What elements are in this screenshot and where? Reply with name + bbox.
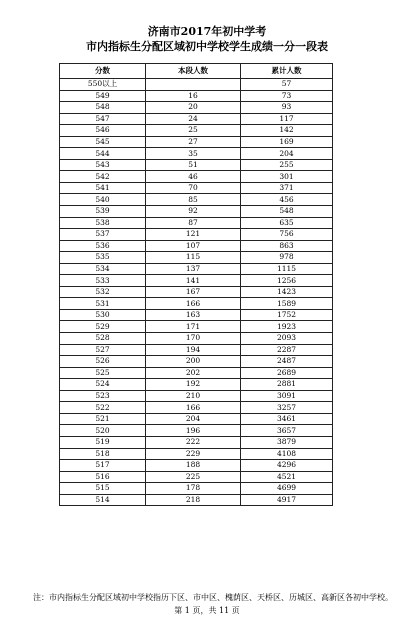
table-row xyxy=(60,136,333,148)
score-cell: 542 xyxy=(60,171,146,183)
score-cell: 521 xyxy=(60,413,146,425)
table-row xyxy=(60,425,333,437)
score-cell: 536 xyxy=(60,240,146,252)
cumulative-cell: 3257 xyxy=(241,402,333,414)
cumulative-cell: 73 xyxy=(241,90,333,102)
table-row xyxy=(60,344,333,356)
count-cell: 222 xyxy=(146,436,241,448)
count-cell: 16 xyxy=(146,90,241,102)
score-cell: 530 xyxy=(60,309,146,321)
count-cell: 115 xyxy=(146,252,241,264)
count-cell: 141 xyxy=(146,275,241,287)
column-header-score: 分数 xyxy=(60,64,146,79)
cumulative-cell: 2487 xyxy=(241,356,333,368)
count-cell: 87 xyxy=(146,217,241,229)
score-cell: 523 xyxy=(60,390,146,402)
score-cell: 515 xyxy=(60,483,146,495)
cumulative-cell: 4917 xyxy=(241,494,333,506)
table-row xyxy=(60,171,333,183)
cumulative-cell: 57 xyxy=(241,79,333,91)
table-row xyxy=(60,148,333,160)
cumulative-cell: 756 xyxy=(241,229,333,241)
table-row xyxy=(60,321,333,333)
cumulative-cell: 548 xyxy=(241,206,333,218)
table-row xyxy=(60,182,333,194)
table-row xyxy=(60,460,333,472)
score-cell: 517 xyxy=(60,460,146,472)
count-cell: 46 xyxy=(146,171,241,183)
cumulative-cell: 1923 xyxy=(241,321,333,333)
score-distribution-table xyxy=(59,63,333,506)
footnote: 注：市内指标生分配区域初中学校指历下区、市中区、槐荫区、天桥区、历城区、高新区各初中学校。 xyxy=(33,593,393,602)
table-row xyxy=(60,448,333,460)
count-cell: 202 xyxy=(146,367,241,379)
score-cell: 550以上 xyxy=(60,79,146,91)
cumulative-cell: 1589 xyxy=(241,298,333,310)
table-row xyxy=(60,217,333,229)
table-row xyxy=(60,356,333,368)
score-cell: 516 xyxy=(60,471,146,483)
count-cell: 218 xyxy=(146,494,241,506)
table-row xyxy=(60,275,333,287)
cumulative-cell: 1256 xyxy=(241,275,333,287)
score-cell: 545 xyxy=(60,136,146,148)
cumulative-cell: 4108 xyxy=(241,448,333,460)
score-cell: 519 xyxy=(60,436,146,448)
count-cell: 225 xyxy=(146,471,241,483)
score-cell: 520 xyxy=(60,425,146,437)
table-row xyxy=(60,90,333,102)
table-row xyxy=(60,494,333,506)
count-cell: 51 xyxy=(146,159,241,171)
score-cell: 541 xyxy=(60,182,146,194)
count-cell: 196 xyxy=(146,425,241,437)
score-cell: 533 xyxy=(60,275,146,287)
table-row xyxy=(60,309,333,321)
score-cell: 514 xyxy=(60,494,146,506)
document-title: 济南市2017年初中学考 xyxy=(147,25,267,38)
score-cell: 538 xyxy=(60,217,146,229)
table-row xyxy=(60,240,333,252)
cumulative-cell: 301 xyxy=(241,171,333,183)
count-cell: 163 xyxy=(146,309,241,321)
cumulative-cell: 3461 xyxy=(241,413,333,425)
table-row xyxy=(60,286,333,298)
score-cell: 518 xyxy=(60,448,146,460)
score-cell: 539 xyxy=(60,206,146,218)
count-cell: 24 xyxy=(146,113,241,125)
score-cell: 543 xyxy=(60,159,146,171)
count-cell: 204 xyxy=(146,413,241,425)
cumulative-cell: 635 xyxy=(241,217,333,229)
table-row xyxy=(60,252,333,264)
table-row xyxy=(60,159,333,171)
column-header-count: 本段人数 xyxy=(146,64,241,79)
count-cell: 188 xyxy=(146,460,241,472)
cumulative-cell: 2093 xyxy=(241,333,333,345)
cumulative-cell: 169 xyxy=(241,136,333,148)
count-cell: 137 xyxy=(146,263,241,275)
table-row xyxy=(60,390,333,402)
table-row xyxy=(60,436,333,448)
cumulative-cell: 4699 xyxy=(241,483,333,495)
count-cell xyxy=(146,79,241,91)
table-row xyxy=(60,229,333,241)
count-cell: 166 xyxy=(146,298,241,310)
score-cell: 548 xyxy=(60,102,146,114)
score-cell: 522 xyxy=(60,402,146,414)
cumulative-cell: 1115 xyxy=(241,263,333,275)
score-cell: 546 xyxy=(60,125,146,137)
document-subtitle: 市内指标生分配区域初中学校学生成绩一分一段表 xyxy=(86,40,328,53)
count-cell: 27 xyxy=(146,136,241,148)
score-cell: 529 xyxy=(60,321,146,333)
count-cell: 200 xyxy=(146,356,241,368)
cumulative-cell: 117 xyxy=(241,113,333,125)
count-cell: 121 xyxy=(146,229,241,241)
cumulative-cell: 4521 xyxy=(241,471,333,483)
score-cell: 544 xyxy=(60,148,146,160)
score-cell: 525 xyxy=(60,367,146,379)
table-row xyxy=(60,483,333,495)
count-cell: 178 xyxy=(146,483,241,495)
table-row xyxy=(60,298,333,310)
column-header-cumulative: 累计人数 xyxy=(241,64,333,79)
table-row xyxy=(60,206,333,218)
score-cell: 527 xyxy=(60,344,146,356)
cumulative-cell: 2287 xyxy=(241,344,333,356)
table-row xyxy=(60,471,333,483)
count-cell: 25 xyxy=(146,125,241,137)
cumulative-cell: 142 xyxy=(241,125,333,137)
page-number: 第 1 页，共 11 页 xyxy=(174,606,240,615)
score-cell: 534 xyxy=(60,263,146,275)
table-row xyxy=(60,402,333,414)
cumulative-cell: 93 xyxy=(241,102,333,114)
cumulative-cell: 2881 xyxy=(241,379,333,391)
cumulative-cell: 3091 xyxy=(241,390,333,402)
cumulative-cell: 371 xyxy=(241,182,333,194)
cumulative-cell: 456 xyxy=(241,194,333,206)
table-header-row xyxy=(60,64,333,79)
count-cell: 171 xyxy=(146,321,241,333)
cumulative-cell: 1423 xyxy=(241,286,333,298)
count-cell: 92 xyxy=(146,206,241,218)
count-cell: 107 xyxy=(146,240,241,252)
score-cell: 524 xyxy=(60,379,146,391)
count-cell: 70 xyxy=(146,182,241,194)
cumulative-cell: 4296 xyxy=(241,460,333,472)
score-cell: 547 xyxy=(60,113,146,125)
score-cell: 540 xyxy=(60,194,146,206)
count-cell: 166 xyxy=(146,402,241,414)
score-cell: 531 xyxy=(60,298,146,310)
table-row xyxy=(60,102,333,114)
score-cell: 526 xyxy=(60,356,146,368)
cumulative-cell: 3657 xyxy=(241,425,333,437)
cumulative-cell: 3879 xyxy=(241,436,333,448)
cumulative-cell: 2689 xyxy=(241,367,333,379)
table-row xyxy=(60,79,333,91)
cumulative-cell: 978 xyxy=(241,252,333,264)
table-row xyxy=(60,379,333,391)
count-cell: 192 xyxy=(146,379,241,391)
score-cell: 528 xyxy=(60,333,146,345)
count-cell: 85 xyxy=(146,194,241,206)
table-row xyxy=(60,413,333,425)
cumulative-cell: 1752 xyxy=(241,309,333,321)
cumulative-cell: 863 xyxy=(241,240,333,252)
table-row xyxy=(60,113,333,125)
score-cell: 535 xyxy=(60,252,146,264)
count-cell: 170 xyxy=(146,333,241,345)
table-row xyxy=(60,194,333,206)
cumulative-cell: 204 xyxy=(241,148,333,160)
score-cell: 532 xyxy=(60,286,146,298)
table-row xyxy=(60,263,333,275)
score-cell: 537 xyxy=(60,229,146,241)
table-row xyxy=(60,333,333,345)
count-cell: 35 xyxy=(146,148,241,160)
table-row xyxy=(60,367,333,379)
score-cell: 549 xyxy=(60,90,146,102)
cumulative-cell: 255 xyxy=(241,159,333,171)
count-cell: 167 xyxy=(146,286,241,298)
table-row xyxy=(60,125,333,137)
count-cell: 210 xyxy=(146,390,241,402)
count-cell: 229 xyxy=(146,448,241,460)
count-cell: 20 xyxy=(146,102,241,114)
count-cell: 194 xyxy=(146,344,241,356)
